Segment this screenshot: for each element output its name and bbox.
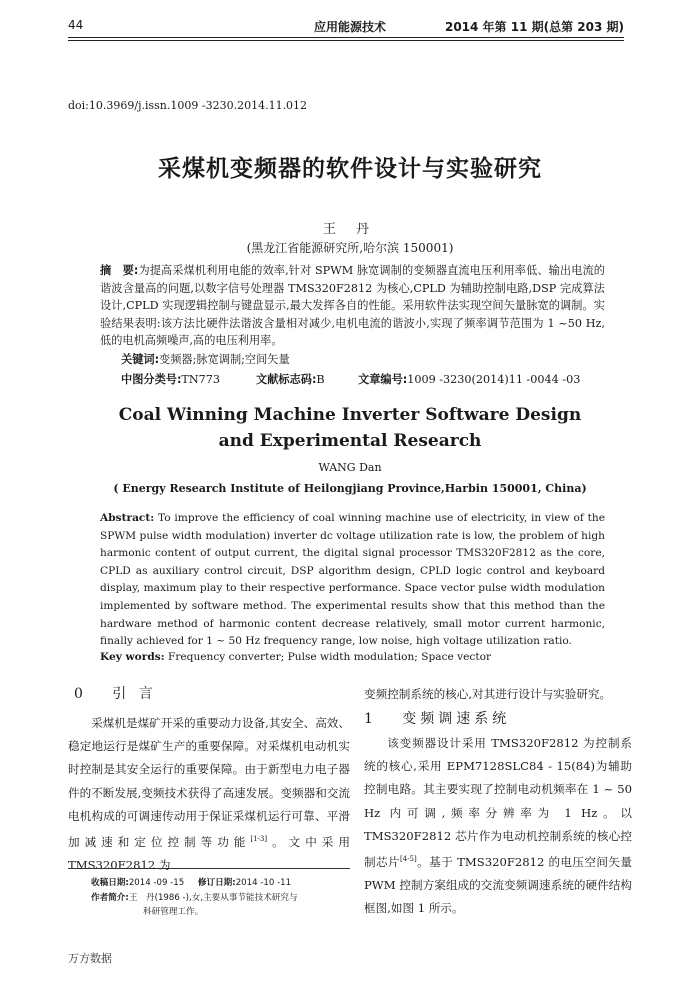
intro-column [68,712,350,877]
section-0-heading [74,683,157,703]
author-cn: 王 丹 [322,222,378,237]
received-label: 收稿日期: [91,878,129,888]
right-top-line: 变频控制系统的核心,对其进行设计与实验研究。 [364,687,612,701]
article-value: 1009 -3230(2014)11 -0044 -03 [407,373,581,386]
abstract-cn [100,262,605,350]
doc-value: B [316,373,325,386]
keywords-en [100,651,491,663]
title-en-line1: Coal Winning Machine Inverter Software Design [118,405,582,425]
revised-date: 2014 -10 -11 [235,878,292,888]
bio-text: 王 丹(1986 -),女,主要从事节能技术研究与 [128,893,298,903]
affiliation-cn: (黑龙江省能源研究所,哈尔滨 150001) [246,241,454,255]
abstract-en-text: To improve the efficiency of coal winning machine use of electricity, in view of the SPWM pulse width modulation) inverter dc voltage utilization rate is low, the problem of high harmonic content of output current, the digital signal processor TMS320F2812 as the core, CPLD as auxiliary control circuit, DSP algorithm design, CPLD logic control and keyboard display, maximum play to their respective performance. Space vector pulse width modulation implemented by software method. The experimental results show that this method than the hardware method of harmonic content decrease relatively, small motor current harmonic, finally achieved for 1 ~ 50 Hz frequency range, low noise, high voltage utilization ratio. [100,512,605,648]
doc-label: 文献标志码: [256,373,317,386]
right-column [364,683,632,706]
section-1-paragraph [364,732,632,920]
section-1-number: 1 [364,711,377,727]
keywords-en-text: Frequency converter; Pulse width modulation; Space vector [164,651,492,663]
page-number: 44 [68,18,84,32]
header-rule-thin [68,40,624,41]
keywords-cn-text: 变频器;脉宽调制;空间矢量 [159,353,290,366]
section-1-tail: 。基于 TMS320F2812 的电压空间矢量 PWM 控制方案组成的交流变频调速系统的硬件结构框图,如图 1 所示。 [364,854,632,916]
abstract-en-label: Abstract: [100,512,155,524]
header-rule [68,37,624,38]
footnote-rule [68,868,350,869]
section-1-text: 该变频器设计采用 TMS320F2812 为控制系统的核心,采用 EPM7128SLC84 - 15(84)为辅助控制电路。其主要实现了控制电动机频率在 1 ~ 50 Hz 内可调,频率分辨率为 1 Hz。以 TMS320F2812 芯片作为电动机控制系统的核心控制芯片 [364,736,632,869]
author-en: WANG Dan [318,461,382,474]
keywords-cn-label: 关键词: [121,353,160,366]
footnote-bio [91,891,298,903]
title-en-line2: and Experimental Research [218,431,482,451]
abstract-cn-label: 摘 要: [100,264,139,277]
section-1-citation: [4-5] [399,855,417,864]
section-1-title: 变频调速系统 [402,711,511,727]
section-1-heading [364,708,510,728]
journal-name: 应用能源技术 [313,20,386,34]
footnote-bio-cont: 科研管理工作。 [143,907,204,917]
revised-label: 修订日期: [197,878,236,888]
title-en [0,402,700,454]
section-0-title: 引 言 [112,686,157,702]
intro-citation: [1-3] [250,835,268,844]
doi: doi:10.3969/j.issn.1009 -3230.2014.11.012 [68,99,308,112]
footnote-dates [91,876,291,888]
received-date: 2014 -09 -15 [128,878,185,888]
section-0-number: 0 [74,686,87,702]
watermark: 万方数据 [68,952,112,965]
intro-paragraph [68,712,350,877]
abstract-en [100,510,605,651]
article-number [358,371,580,387]
clc-label: 中图分类号: [121,373,182,386]
issue-info: 2014 年第 11 期(总第 203 期) [444,20,624,34]
clc-value: TN773 [181,373,221,386]
article-label: 文章编号: [358,373,408,386]
clc-number [121,371,220,387]
abstract-cn-text: 为提高采煤机利用电能的效率,针对 SPWM 脉宽调制的变频器直流电压利用率低、输出电流的谐波含量高的问题,以数字信号处理器 TMS320F2812 为核心,CPLD 为辅助控制电路,DSP 完成算法设计,CPLD 实现逻辑控制与键盘显示,最大发挥各自的性能。采用软件法实现空间矢量脉宽的调制。实验结果表明:该方法比硬件法谐波含量相对减少,电机电流的谐波小,实现了频率调节范围为 1 ~50 Hz,低的电机高频噪声,高的电压利用率。 [100,264,605,348]
intro-text: 采煤机是煤矿开采的重要动力设备,其安全、高效、稳定地运行是煤矿生产的重要保障。对采煤机电动机实时控制是其安全运行的重要保障。由于新型电力电子器件的不断发展,变频技术获得了高速发展。变频器和交流电机构成的可调速传动用于保证采煤机运行可靠、平滑加减速和定位控制等功能 [68,716,350,849]
keywords-cn [121,351,290,367]
section-1-body [364,732,632,920]
document-code [256,371,325,387]
affiliation-en: ( Energy Research Institute of Heilongjiang Province,Harbin 150001, China) [113,482,587,495]
keywords-en-label: Key words: [100,651,165,663]
bio-label: 作者简介: [91,893,129,903]
title-cn: 采煤机变频器的软件设计与实验研究 [158,155,542,182]
intro-tail: 。文中采用 TMS320F2812 为 [68,834,350,873]
